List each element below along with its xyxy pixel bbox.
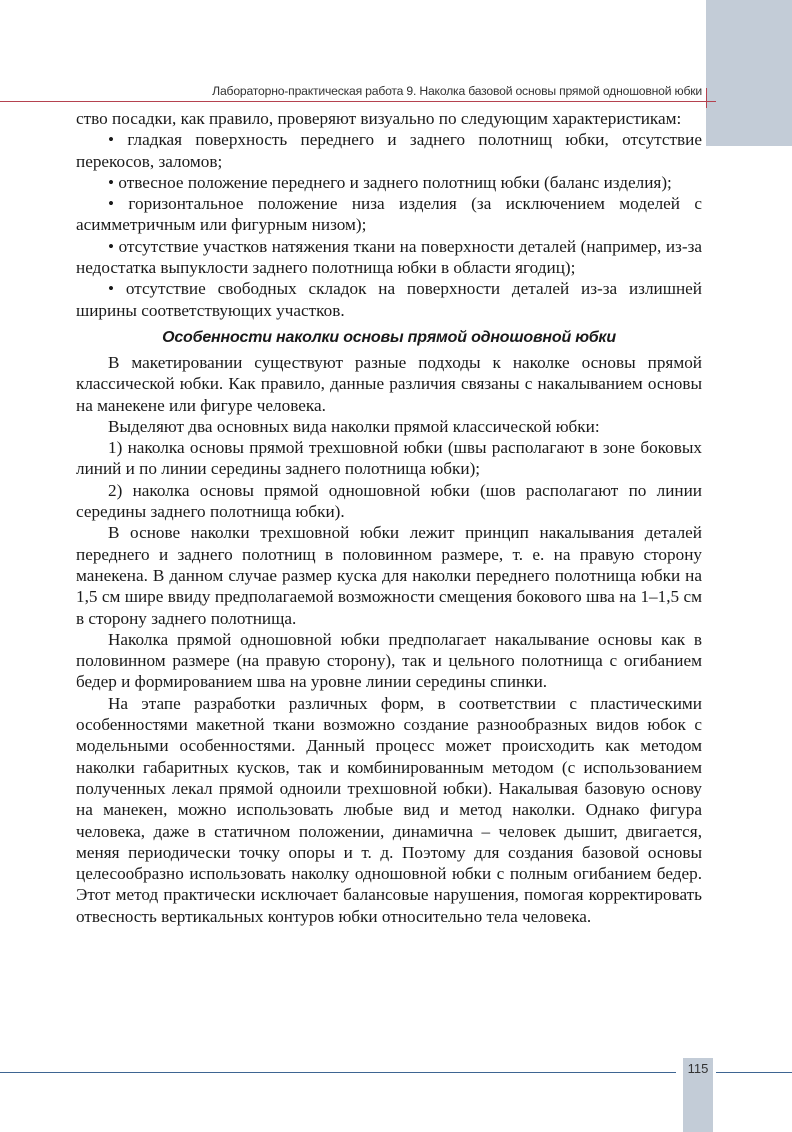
body-paragraph: Наколка прямой одношовной юбки предполагает накалывание основы как в половинном размере (на правую сторону), так и цельного полотнища с огибанием бедер и формированием шва на уровне линии середины спинки. — [76, 629, 702, 692]
section-heading: Особенности наколки основы прямой одношовной юбки — [162, 328, 616, 346]
running-header: Лабораторно-практическая работа 9. Наколка базовой основы прямой одношовной юбки — [212, 84, 702, 98]
bullet-item: • горизонтальное положение низа изделия (за исключением моделей с асимметричным или фигурным низом); — [76, 193, 702, 236]
bullet-item: • отвесное положение переднего и заднего полотнищ юбки (баланс изделия); — [76, 172, 702, 193]
body-paragraph: В основе наколки трехшовной юбки лежит принцип накалывания деталей переднего и заднего полотнищ в половинном размере, т. е. на правую сторону манекена. В данном случае размер куска для наколки переднего полотнища юбки на 1,5 см шире ввиду предполагаемой возможности смещения бокового шва на 1–1,5 см в сторону заднего полотнища. — [76, 523, 702, 628]
list-item-numbered: 1) наколка основы прямой трехшовной юбки (швы располагают в зоне боковых линий и по линии середины заднего полотнища юбки); — [76, 438, 702, 479]
header-rule-tick — [706, 88, 707, 108]
page-number: 115 — [687, 1061, 709, 1076]
footer-rule-left — [0, 1072, 676, 1073]
list-item-numbered: 2) наколка основы прямой одношовной юбки (шов располагают по линии середины заднего полотнища юбки). — [76, 480, 702, 522]
bullet-item: • отсутствие участков натяжения ткани на поверхности деталей (например, из-за недостатка выпуклости заднего полотнища юбки в области ягодиц); — [76, 236, 702, 279]
side-tab-top — [706, 0, 792, 146]
header-rule — [0, 101, 716, 102]
page-body — [76, 108, 702, 927]
body-paragraph: Выделяют два основных вида наколки прямой классической юбки: — [108, 416, 600, 436]
body-paragraph: В макетировании существуют разные подходы к наколке основы прямой классической юбки. Как правило, данные различия связаны с накалыванием основы на манекене или фигуре человека. — [76, 352, 702, 415]
bullet-item: • гладкая поверхность переднего и заднего полотнищ юбки, отсутствие перекосов, заломов; — [76, 129, 702, 172]
intro-paragraph: ство посадки, как правило, проверяют визуально по следующим характеристикам: — [76, 109, 682, 128]
bullet-item: • отсутствие свободных складок на поверхности деталей из-за излишней ширины соответствующих участков. — [76, 278, 702, 321]
body-paragraph: На этапе разработки различных форм, в соответствии с пластическими особенностями макетной ткани возможно создание разнообразных видов юбок с модельными особенностями. Данный процесс может происходить как методом наколки габаритных кусков, так и комбинированным методом (с использованием полученных лекал прямой одноили трехшовной юбки). Накалывая базовую основу на манекен, можно использовать любые вид и метод наколки. Однако фигура человека, даже в статичном положении, динамична – человек дышит, двигается, меняя периодически точку опоры и т. д. Поэтому для создания базовой основы целесообразно использовать наколку одношовной юбки с полным огибанием бедер. Этот метод практически исключает балансовые нарушения, помогая корректировать отвесность вертикальных контуров юбки относительно тела человека. — [76, 693, 702, 926]
footer-rule-right — [716, 1072, 792, 1073]
